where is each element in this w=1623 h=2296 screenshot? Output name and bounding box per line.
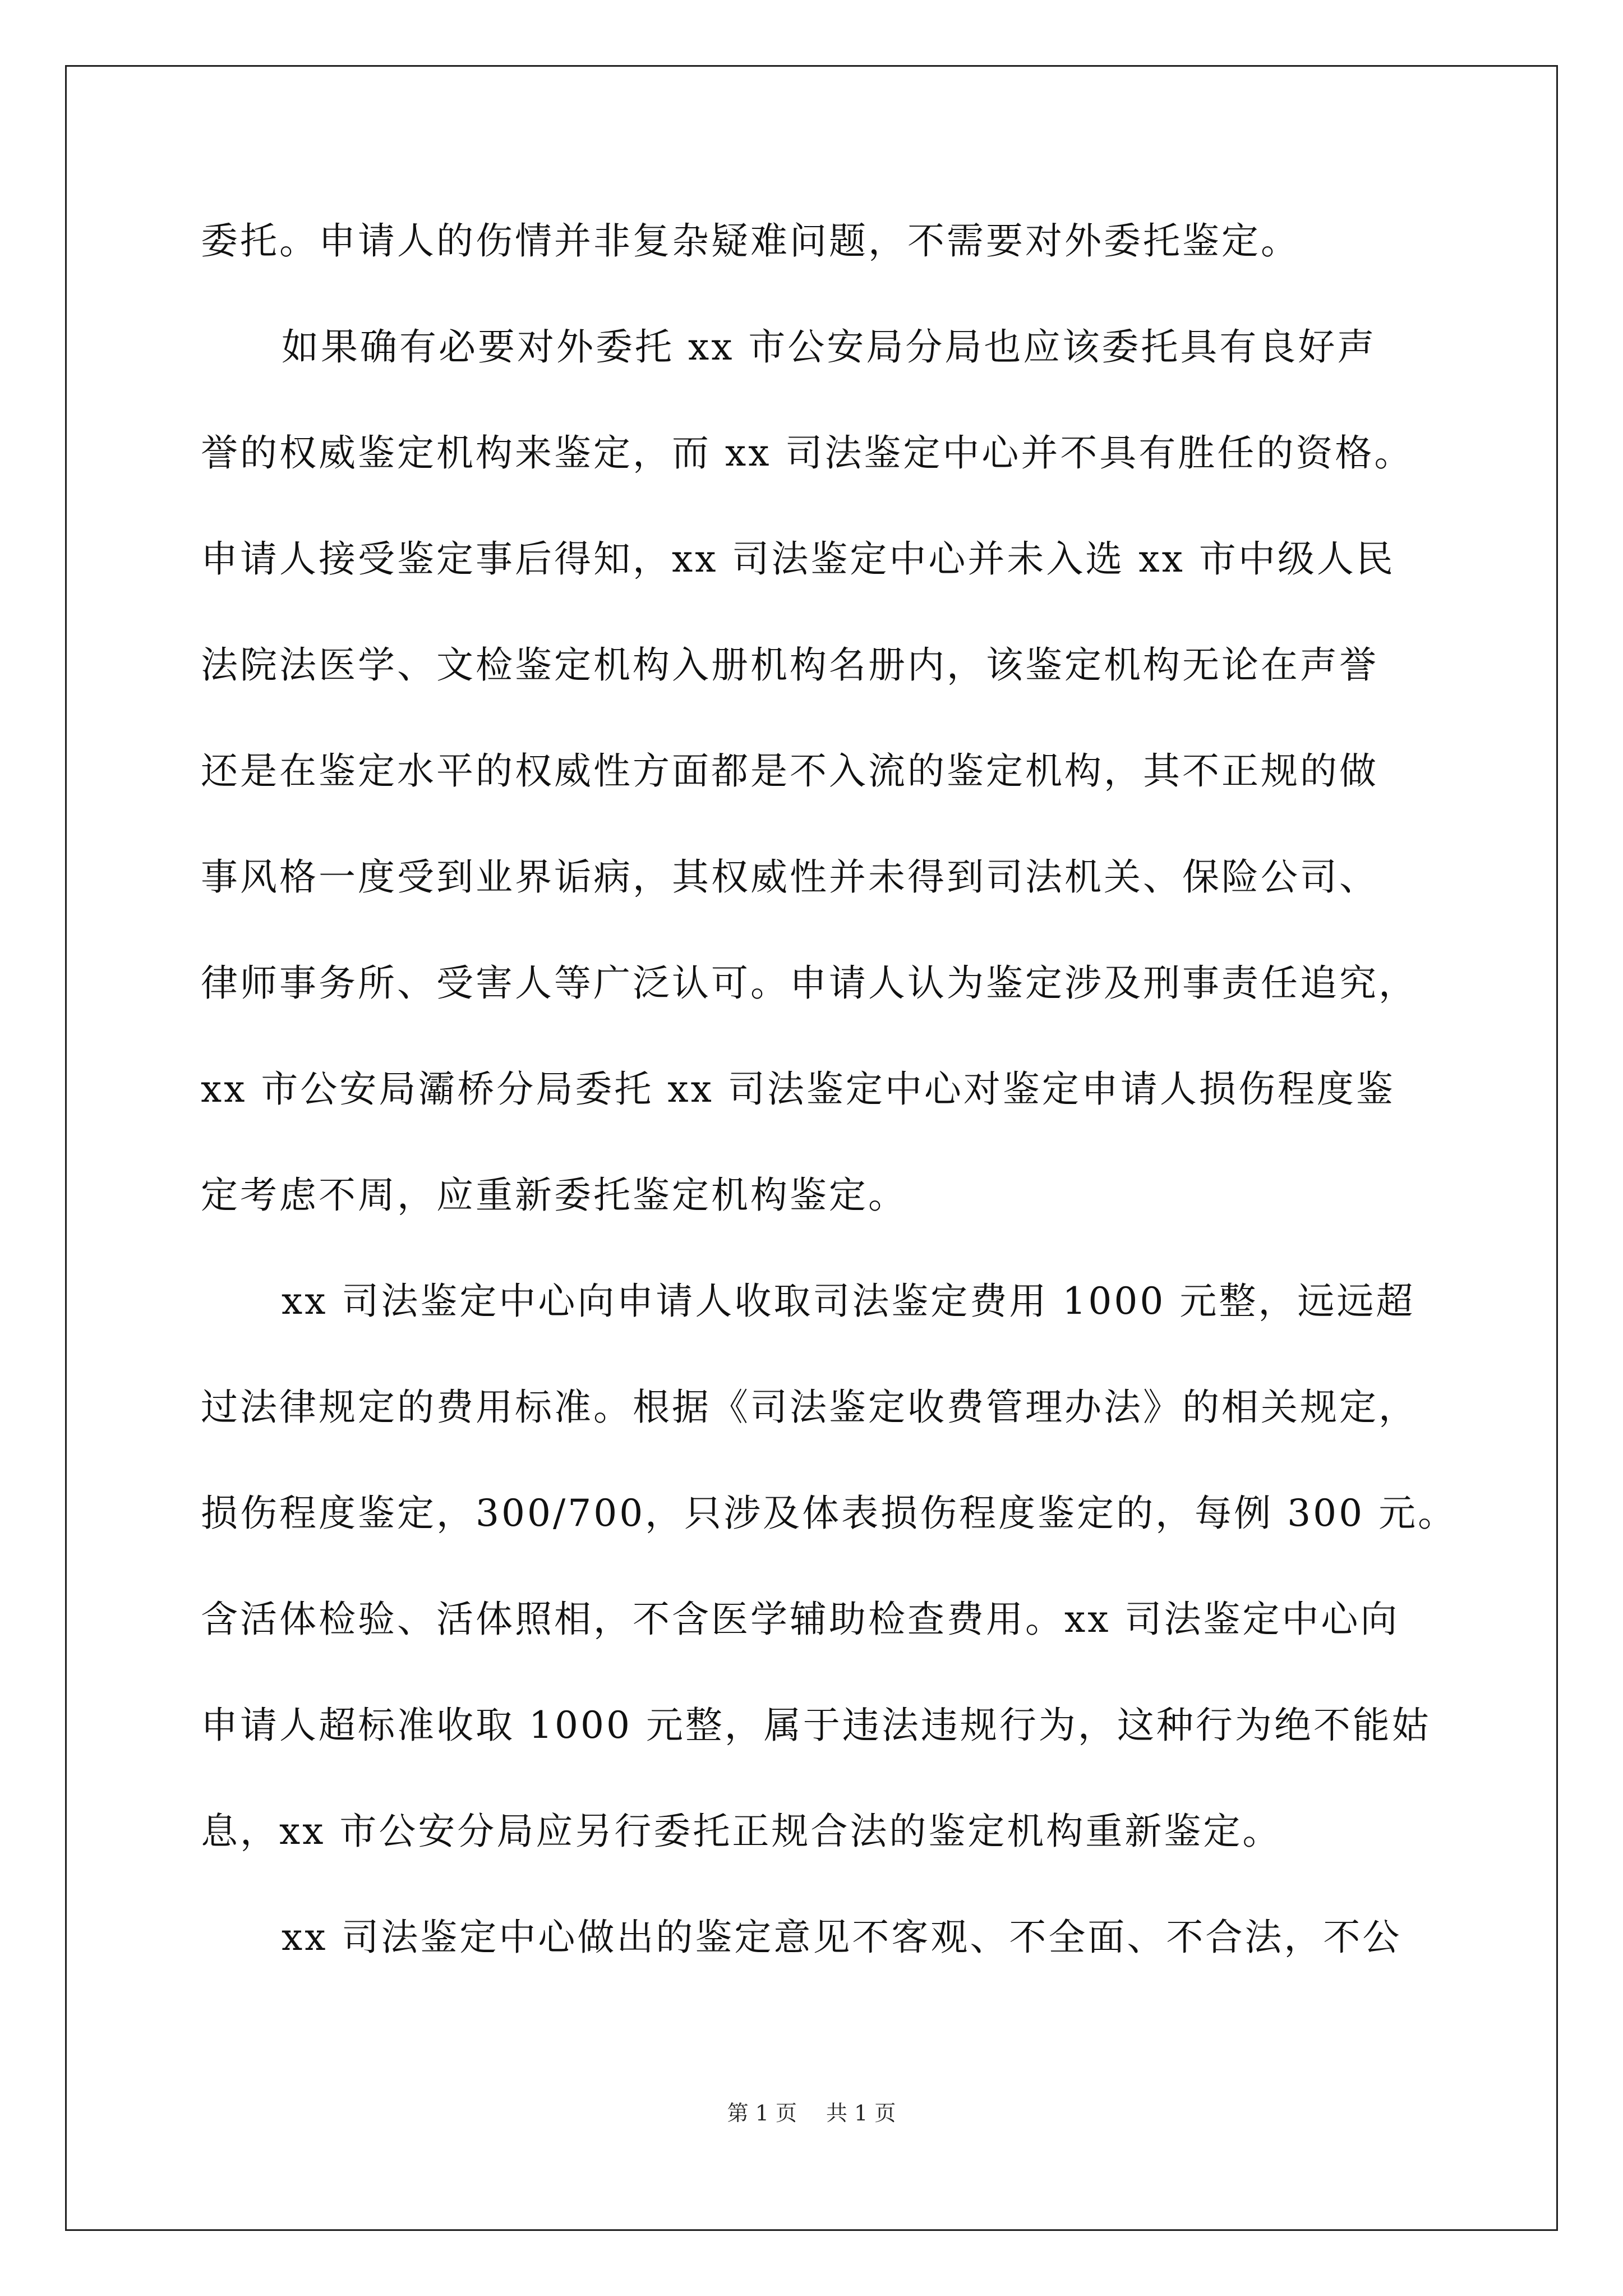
page-footer [0,2099,1623,2127]
text-line: 委托。申请人的伤情并非复杂疑难问题，不需要对外委托鉴定。 [201,219,1300,263]
text-line: 律师事务所、受害人等广泛认可。申请人认为鉴定涉及刑事责任追究， [201,961,1418,1005]
text-line: 事风格一度受到业界诟病，其权威性并未得到司法机关、保险公司、 [201,855,1378,899]
text-line: 过法律规定的费用标准。根据《司法鉴定收费管理办法》的相关规定， [201,1386,1418,1429]
text-line: 定考虑不周，应重新委托鉴定机构鉴定。 [201,1174,907,1217]
paragraph-first-line: 如果确有必要对外委托 xx 市公安局分局也应该委托具有良好声 [282,325,1377,369]
text-line: 息，xx 市公安分局应另行委托正规合法的鉴定机构重新鉴定。 [201,1810,1282,1853]
text-line: xx 市公安局灞桥分局委托 xx 司法鉴定中心对鉴定申请人损伤程度鉴 [201,1068,1395,1111]
text-line: 申请人超标准收取 1000 元整，属于违法违规行为，这种行为绝不能姑 [201,1704,1431,1747]
text-line: 申请人接受鉴定事后得知，xx 司法鉴定中心并未入选 xx 市中级人民 [201,537,1395,581]
text-line: 含活体检验、活体照相，不含医学辅助检查费用。xx 司法鉴定中心向 [201,1598,1400,1641]
page-border [65,65,1558,2231]
page-total: 共 1 页 [826,2101,896,2125]
paragraph-first-line: xx 司法鉴定中心向申请人收取司法鉴定费用 1000 元整，远远超 [282,1280,1415,1323]
text-line: 损伤程度鉴定，300/700，只涉及体表损伤程度鉴定的，每例 300 元。 [201,1492,1458,1535]
page-number: 第 1 页 [727,2101,797,2125]
text-line: 法院法医学、文检鉴定机构入册机构名册内，该鉴定机构无论在声誉 [201,643,1378,687]
text-line: 还是在鉴定水平的权威性方面都是不入流的鉴定机构，其不正规的做 [201,749,1378,793]
paragraph-first-line: xx 司法鉴定中心做出的鉴定意见不客观、不全面、不合法，不公 [282,1916,1402,1959]
text-line: 誉的权威鉴定机构来鉴定，而 xx 司法鉴定中心并不具有胜任的资格。 [201,431,1414,475]
